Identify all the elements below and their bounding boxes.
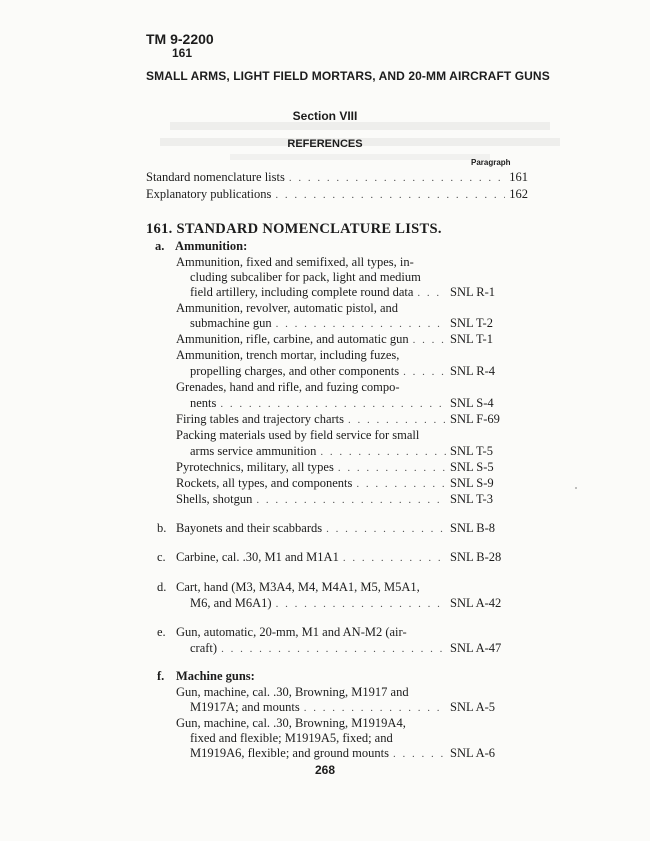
list-item xyxy=(176,476,512,491)
list-item-line: arms service ammunition xyxy=(190,444,317,458)
snl-ref: SNL A-47 xyxy=(450,641,502,655)
list-item xyxy=(176,332,512,347)
list-item xyxy=(190,700,512,715)
leader-dots xyxy=(413,334,446,346)
leader-dots xyxy=(304,702,446,714)
leader-dots xyxy=(326,523,446,535)
snl-ref: SNL A-6 xyxy=(450,746,496,760)
snl-ref: SNL R-4 xyxy=(450,364,496,378)
subhead-a-label: Ammunition: xyxy=(175,239,248,253)
page-number: 268 xyxy=(314,763,336,777)
snl-ref: SNL S-5 xyxy=(450,460,494,474)
paragraph-161-heading: 161. STANDARD NOMENCLATURE LISTS. xyxy=(146,221,442,237)
list-item-line: Gun, machine, cal. .30, Browning, M1919A4, xyxy=(176,716,406,730)
toc-entry xyxy=(146,170,528,185)
leader-dots xyxy=(343,552,446,564)
list-item-line: Grenades, hand and rifle, and fuzing compo- xyxy=(176,380,400,394)
list-item xyxy=(190,746,512,761)
list-item-line: Gun, automatic, 20-mm, M1 and AN-M2 (air- xyxy=(176,625,407,639)
list-item-line: Gun, machine, cal. .30, Browning, M1917 and xyxy=(176,685,409,699)
list-item-line: Firing tables and trajectory charts xyxy=(176,412,344,426)
leader-dots xyxy=(276,598,446,610)
list-item-line: Packing materials used by field service for small xyxy=(176,428,420,442)
list-item xyxy=(190,444,512,459)
list-item-line: fixed and flexible; M1919A5, fixed; and xyxy=(190,731,393,745)
list-item-line: Ammunition, revolver, automatic pistol, and xyxy=(176,301,399,315)
toc-entry xyxy=(146,187,528,202)
leader-dots xyxy=(348,414,446,426)
snl-ref: SNL S-9 xyxy=(450,476,494,490)
list-item xyxy=(176,492,512,507)
list-item-line: M6, and M6A1) xyxy=(190,596,272,610)
list-item-line: Ammunition, rifle, carbine, and automatic gun xyxy=(176,332,409,346)
header-paragraph-number: 161 xyxy=(172,46,193,60)
snl-ref: SNL T-5 xyxy=(450,444,493,458)
snl-ref: SNL T-1 xyxy=(450,332,493,346)
item-letter: e. xyxy=(157,625,166,639)
leader-dots xyxy=(256,494,446,506)
leader-dots xyxy=(220,398,446,410)
list-item-line: cluding subcaliber for pack, light and medium xyxy=(190,270,421,284)
book-title: SMALL ARMS, LIGHT FIELD MORTARS, AND 20-MM AIRCRAFT GUNS xyxy=(146,69,550,83)
tm-number: TM 9-2200 xyxy=(146,31,214,47)
leader-dots xyxy=(403,366,446,378)
list-item-line: field artillery, including complete round data xyxy=(190,285,414,299)
scan-speck xyxy=(575,487,577,489)
list-item-line: Bayonets and their scabbards xyxy=(176,521,323,535)
list-item-line: Shells, shotgun xyxy=(176,492,253,506)
list-item xyxy=(190,641,512,656)
snl-ref: SNL F-69 xyxy=(450,412,500,426)
leader-dots xyxy=(393,748,446,760)
list-item xyxy=(190,596,512,611)
subhead-f-label: Machine guns: xyxy=(176,669,255,683)
item-letter: d. xyxy=(157,580,167,594)
list-item xyxy=(176,521,512,536)
list-item-line: M1919A6, flexible; and ground mounts xyxy=(190,746,389,760)
list-item-line: Cart, hand (M3, M3A4, M4, M4A1, M5, M5A1, xyxy=(176,580,420,594)
list-item-line: Pyrotechnics, military, all types xyxy=(176,460,334,474)
snl-ref: SNL T-3 xyxy=(450,492,493,506)
leader-dots xyxy=(338,462,446,474)
list-item-line: nents xyxy=(190,396,217,410)
toc-label: Explanatory publications xyxy=(146,187,272,201)
item-letter: b. xyxy=(157,521,167,535)
toc-ref: 162 xyxy=(509,187,528,201)
paragraph-column-heading: Paragraph xyxy=(471,158,511,167)
snl-ref: SNL B-8 xyxy=(450,521,496,535)
leader-dots xyxy=(221,643,446,655)
snl-ref: SNL A-5 xyxy=(450,700,496,714)
list-item-line: craft) xyxy=(190,641,218,655)
list-item-line: Ammunition, fixed and semifixed, all types, in- xyxy=(176,255,414,269)
list-item-line: submachine gun xyxy=(190,316,272,330)
leader-dots xyxy=(276,318,446,330)
list-item xyxy=(190,396,512,411)
list-item-line: Rockets, all types, and components xyxy=(176,476,353,490)
subhead-a-letter: a. xyxy=(155,239,165,253)
toc-label: Standard nomenclature lists xyxy=(146,170,285,184)
list-item xyxy=(176,412,512,427)
item-letter: c. xyxy=(157,550,166,564)
list-item xyxy=(190,285,512,300)
snl-ref: SNL B-28 xyxy=(450,550,502,564)
leader-dots xyxy=(356,478,446,490)
section-number: Section VIII xyxy=(292,109,358,123)
leader-dots xyxy=(275,189,505,201)
leader-dots xyxy=(417,287,446,299)
list-item xyxy=(190,364,512,379)
list-item xyxy=(190,316,512,331)
list-item-line: Ammunition, trench mortar, including fuzes, xyxy=(176,348,400,362)
leader-dots xyxy=(320,446,446,458)
list-item-line: M1917A; and mounts xyxy=(190,700,300,714)
list-item xyxy=(176,550,512,565)
list-item-line: propelling charges, and other components xyxy=(190,364,400,378)
list-item-line: Carbine, cal. .30, M1 and M1A1 xyxy=(176,550,339,564)
toc-ref: 161 xyxy=(509,170,528,184)
section-title: REFERENCES xyxy=(287,138,363,150)
leader-dots xyxy=(289,172,505,184)
subhead-f-letter: f. xyxy=(157,669,165,683)
snl-ref: SNL T-2 xyxy=(450,316,493,330)
snl-ref: SNL A-42 xyxy=(450,596,502,610)
list-item xyxy=(176,460,512,475)
snl-ref: SNL S-4 xyxy=(450,396,494,410)
snl-ref: SNL R-1 xyxy=(450,285,496,299)
